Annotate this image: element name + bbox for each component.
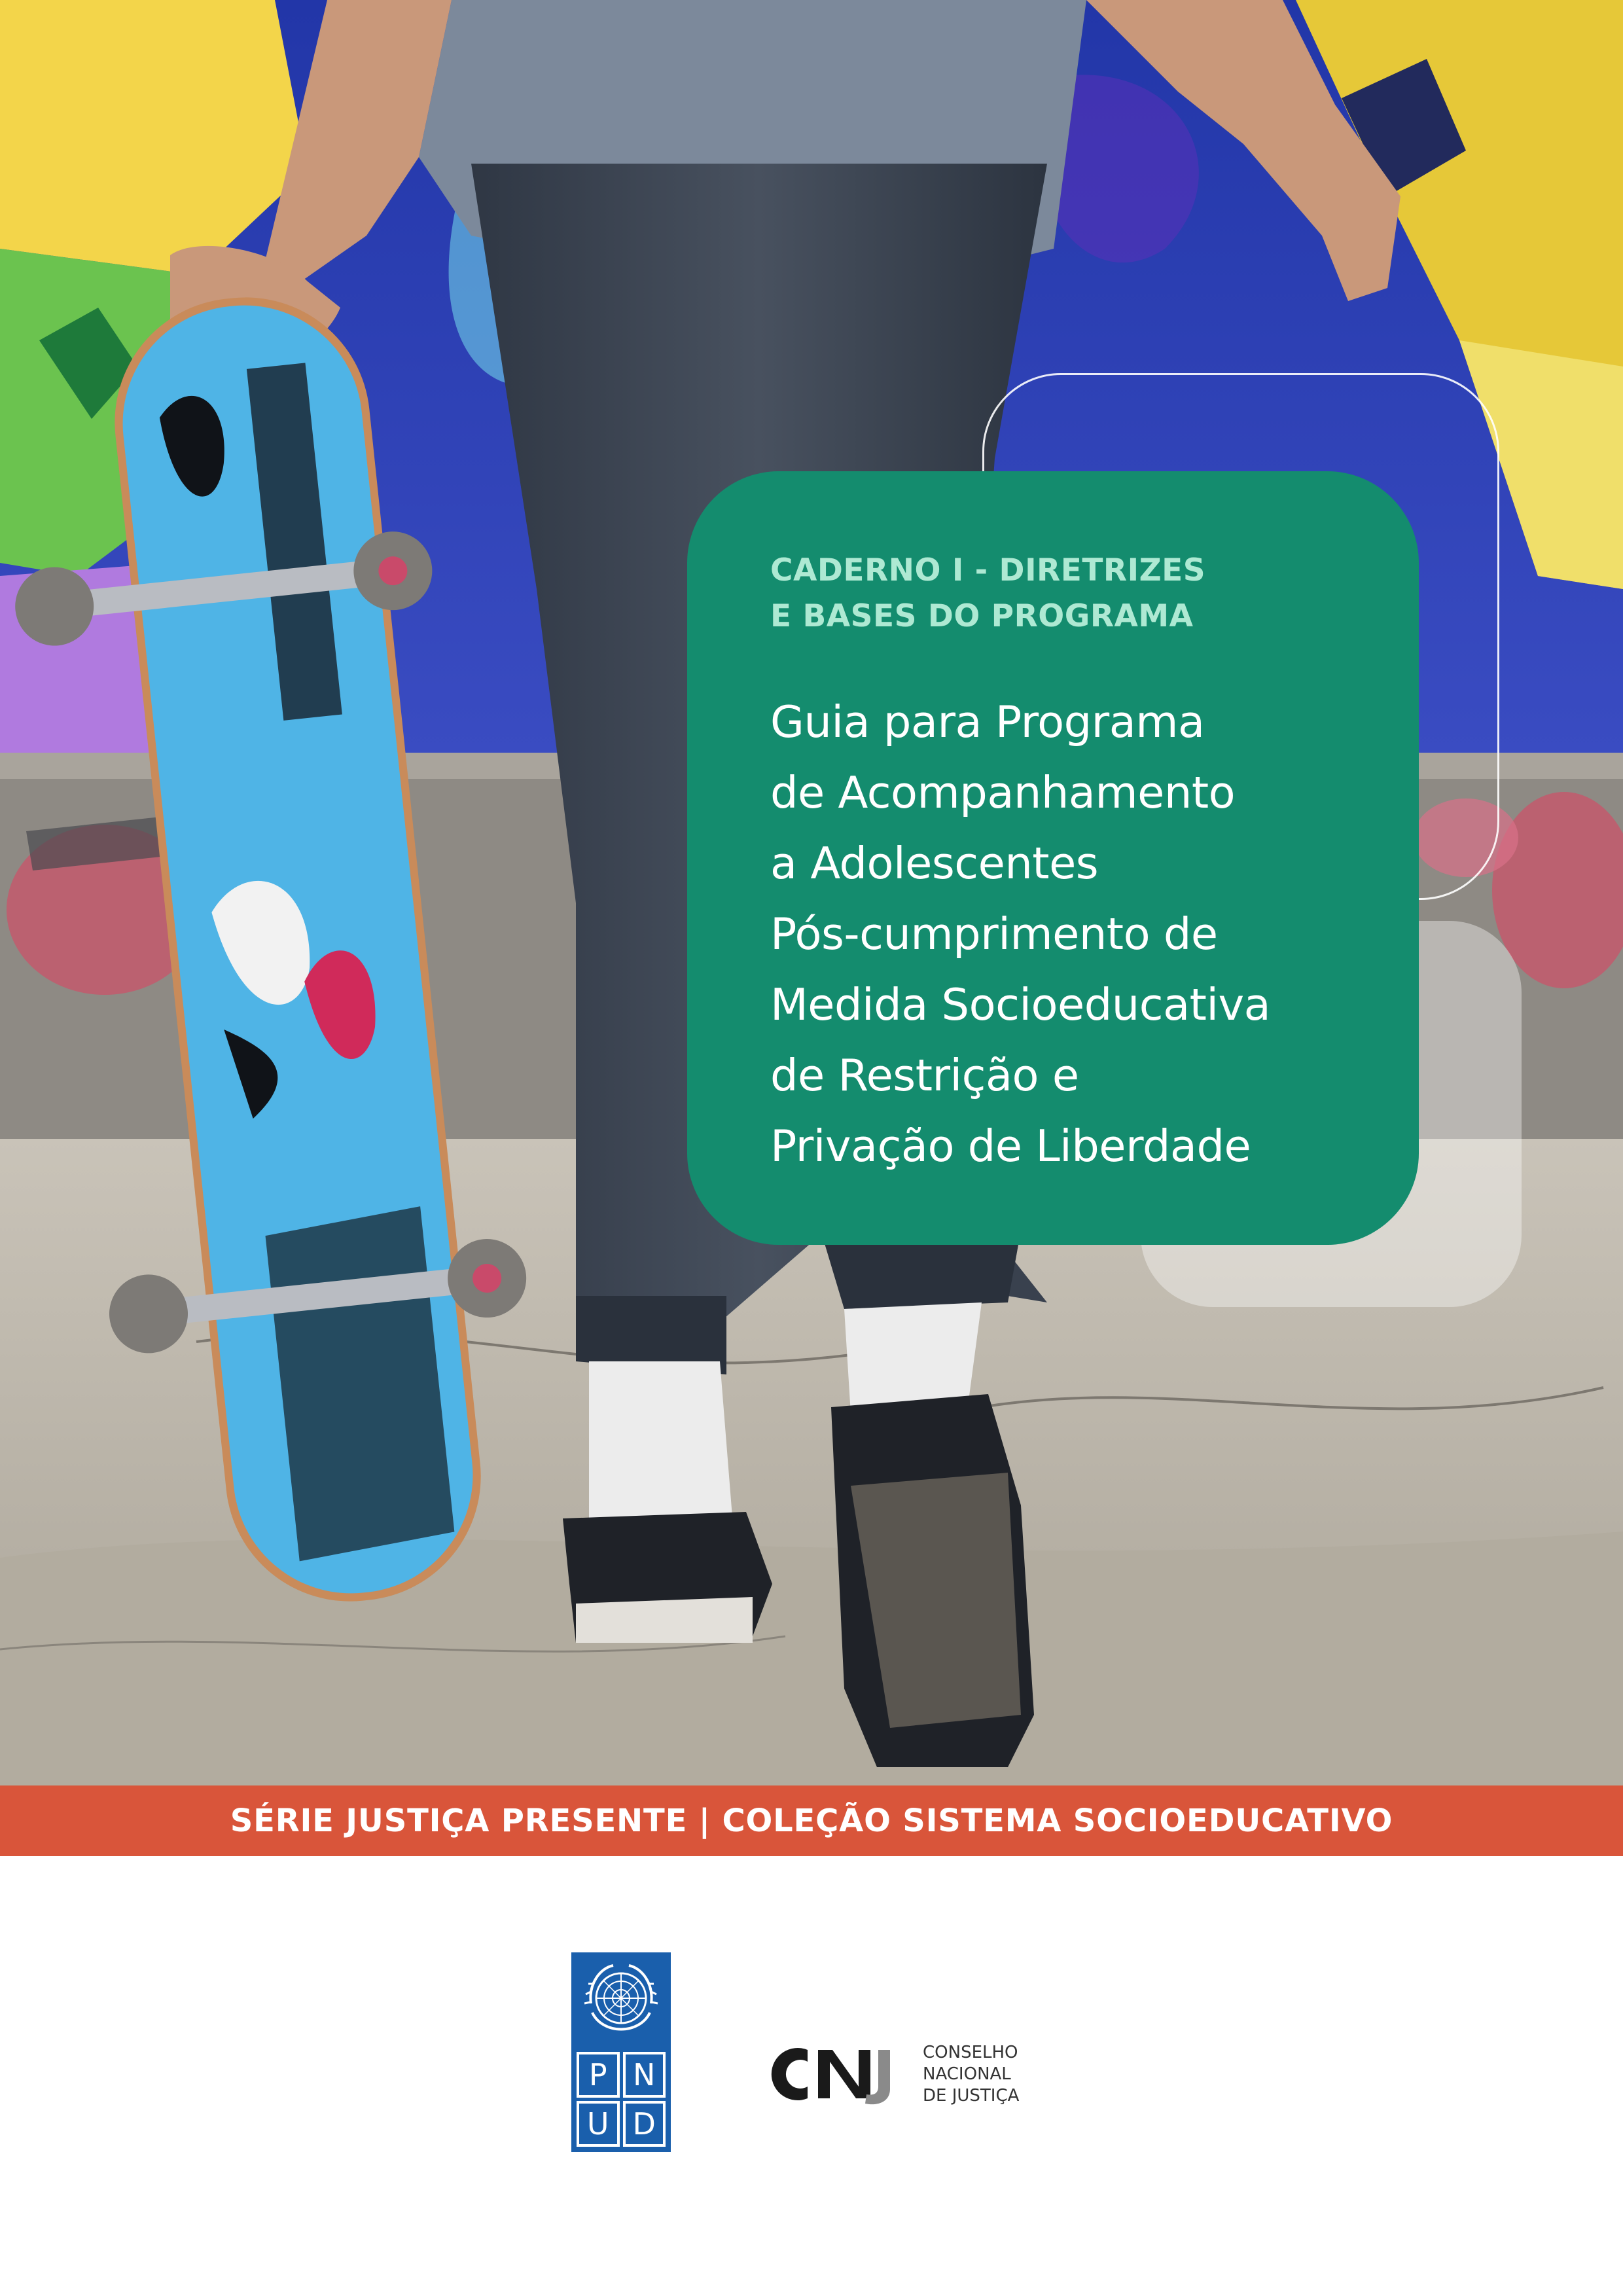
pnud-logo [571,1952,671,2152]
cnj-name [923,2042,1019,2107]
document-title-line: Pós-cumprimento de [770,908,1218,960]
pnud-letter: U [577,2101,620,2147]
title-card [687,471,1419,1245]
document-title-line: de Restrição e [770,1050,1079,1101]
pnud-letter: D [623,2101,666,2147]
document-title-line: Guia para Programa [770,696,1205,747]
pnud-letters [577,2052,666,2147]
cnj-name-line: NACIONAL [923,2064,1011,2084]
cnj-mark-icon [767,2038,914,2110]
volume-label-line: E BASES DO PROGRAMA [770,598,1194,634]
cnj-name-line: DE JUSTIÇA [923,2086,1020,2106]
document-title-line: de Acompanhamento [770,767,1236,818]
cnj-logo [767,2036,1042,2113]
document-title-line: Medida Socioeducativa [770,979,1271,1030]
document-title-line: a Adolescentes [770,838,1099,889]
series-banner: SÉRIE JUSTIÇA PRESENTE | COLEÇÃO SISTEMA SOCIOEDUCATIVO [0,1785,1623,1856]
un-emblem-icon [577,1958,666,2047]
volume-label-line: CADERNO I - DIRETRIZES [770,552,1206,588]
volume-label [770,548,1393,639]
cnj-name-line: CONSELHO [923,2043,1018,2062]
document-title-line: Privação de Liberdade [770,1121,1251,1172]
document-title [770,687,1393,1181]
pnud-letter: P [577,2052,620,2098]
pnud-letter: N [623,2052,666,2098]
